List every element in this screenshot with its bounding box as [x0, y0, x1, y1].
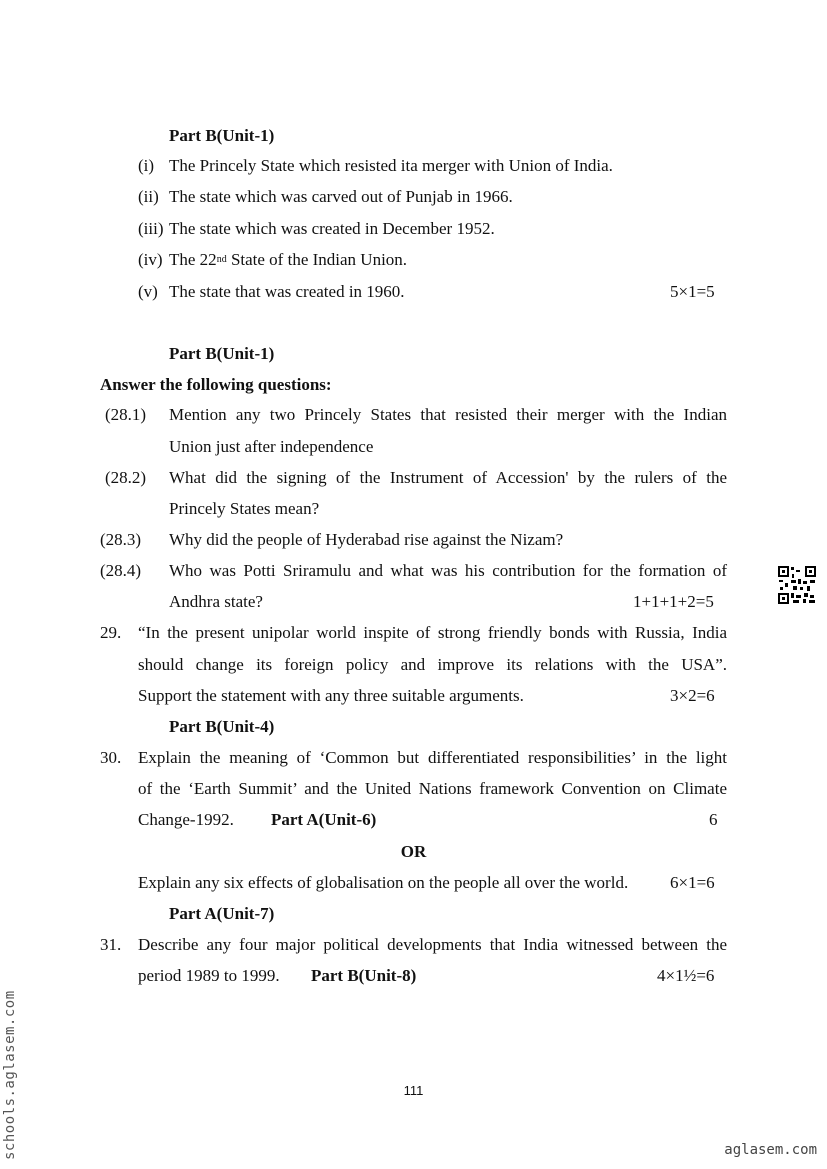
- question-text: Explain the meaning of ‘Common but differentiated responsibilities’ in the light: [138, 748, 727, 767]
- marks-label: 4×1½=6: [657, 966, 715, 985]
- question-text: period 1989 to 1999.: [138, 966, 280, 985]
- question-text: Explain any six effects of globalisation on the people all over the world.: [138, 873, 629, 892]
- question-text: should change its foreign policy and improve its relations with the USA”.: [138, 655, 727, 674]
- instruction: Answer the following questions:: [100, 375, 332, 394]
- question-text: Why did the people of Hyderabad rise against the Nizam?: [169, 530, 564, 549]
- section-heading: Part B(Unit-4): [169, 717, 275, 736]
- list-item-number: (ii): [138, 187, 159, 206]
- list-item-text: The Princely State which resisted ita merger with Union of India.: [169, 156, 613, 175]
- question-text: Princely States mean?: [169, 499, 320, 518]
- question-text: Support the statement with any three suitable arguments.: [138, 686, 524, 705]
- section-heading: Part B(Unit-1): [169, 344, 275, 363]
- question-text: Who was Potti Sriramulu and what was his contribution for the formation of: [169, 561, 727, 580]
- section-heading: Part A(Unit-7): [169, 904, 275, 923]
- question-number: (28.3): [100, 530, 142, 549]
- question-text: Andhra state?: [169, 592, 263, 611]
- page-number: 111: [403, 1083, 424, 1098]
- question-text: of the ‘Earth Summit’ and the United Nations framework Convention on Climate: [138, 779, 727, 798]
- question-number: (28.1): [105, 405, 147, 424]
- footer-watermark: aglasem.com: [724, 1142, 817, 1158]
- list-item-text-after: State of the Indian Union.: [226, 250, 408, 269]
- question-text: “In the present unipolar world inspite of strong friendly bonds with Russia, India: [138, 623, 727, 642]
- or-separator: OR: [400, 842, 427, 861]
- list-item-text-before: The 22: [169, 250, 217, 269]
- marks-label: 1+1+1+2=5: [633, 592, 714, 611]
- question-number: 31.: [100, 935, 122, 954]
- question-number: (28.4): [100, 561, 142, 580]
- marks-label: 6: [709, 810, 718, 829]
- marks-label: 5×1=5: [670, 282, 715, 301]
- question-text: Mention any two Princely States that resisted their merger with the Indian: [169, 405, 727, 424]
- list-item-number: (i): [138, 156, 155, 175]
- question-text: What did the signing of the Instrument of Accession' by the rulers of the: [169, 468, 727, 487]
- section-heading: Part A(Unit-6): [271, 810, 377, 829]
- list-item-text: The state that was created in 1960.: [169, 282, 405, 301]
- list-item-text: The state which was created in December 1952.: [169, 219, 495, 238]
- question-text: Change-1992.: [138, 810, 234, 829]
- question-number: 29.: [100, 623, 122, 642]
- superscript: nd: [216, 254, 227, 265]
- marks-label: 6×1=6: [670, 873, 715, 892]
- section-heading: Part B(Unit-8): [311, 966, 417, 985]
- question-number: 30.: [100, 748, 122, 767]
- list-item-text: [169, 250, 407, 273]
- qr-code-icon: [777, 565, 817, 605]
- side-watermark: schools.aglasem.com: [2, 990, 18, 1160]
- question-text: Describe any four major political developments that India witnessed between the: [138, 935, 727, 954]
- list-item-number: (iv): [138, 250, 163, 269]
- question-text: Union just after independence: [169, 437, 374, 456]
- list-item-number: (iii): [138, 219, 164, 238]
- section-heading: Part B(Unit-1): [169, 126, 275, 145]
- question-number: (28.2): [105, 468, 147, 487]
- list-item-text: The state which was carved out of Punjab in 1966.: [169, 187, 513, 206]
- marks-label: 3×2=6: [670, 686, 715, 705]
- list-item-number: (v): [138, 282, 158, 301]
